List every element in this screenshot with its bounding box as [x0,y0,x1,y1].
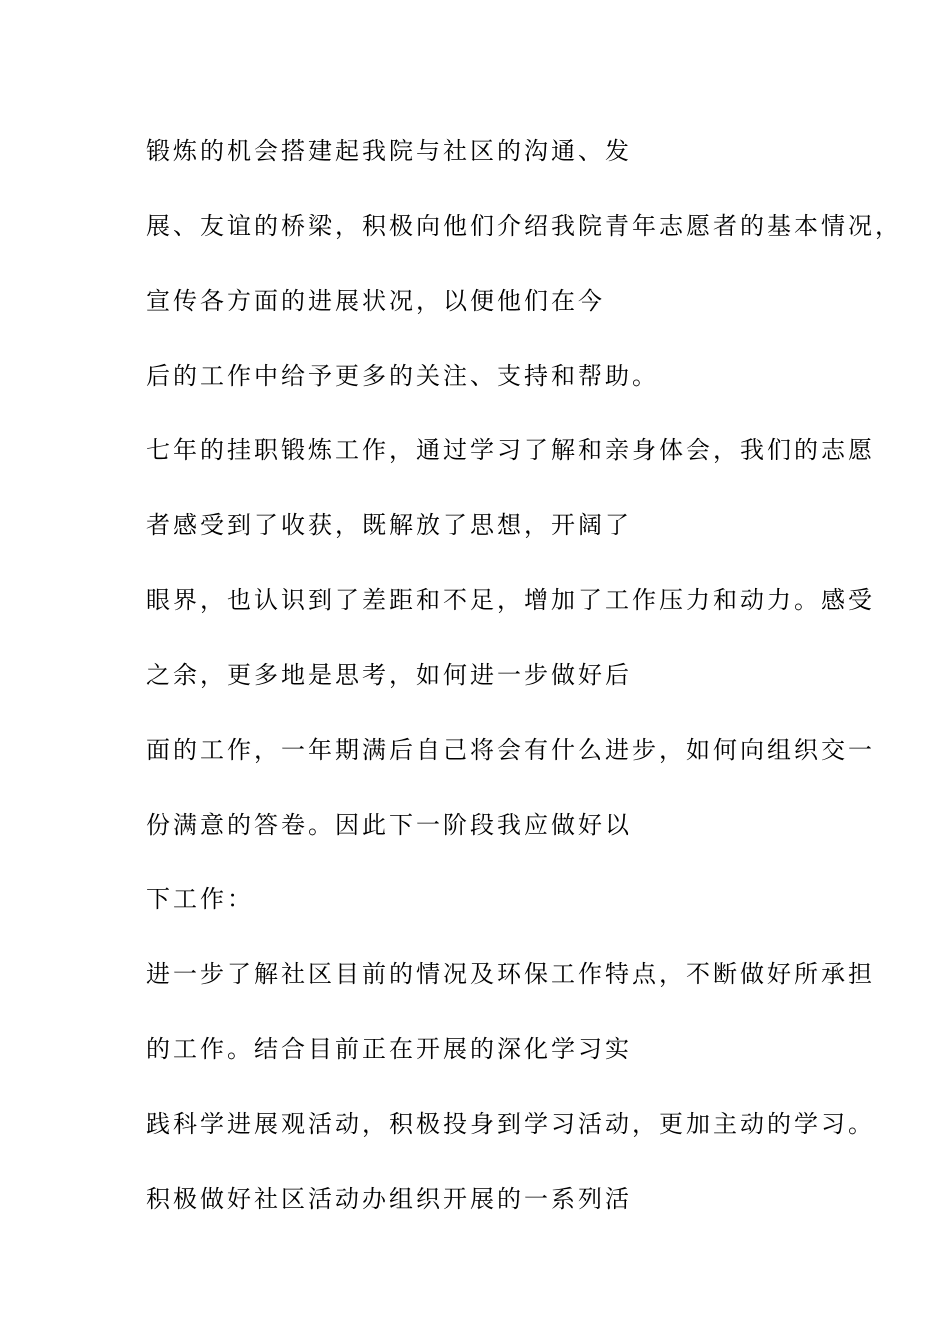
text-line-8: 之余，更多地是思考，如何进一步做好后 [146,661,632,689]
text-line-3: 宣传各方面的进展状况，以便他们在今 [146,287,605,315]
text-line-5: 七年的挂职锻炼工作，通过学习了解和亲身体会，我们的志愿 [146,436,875,464]
text-line-9: 面的工作，一年期满后自己将会有什么进步，如何向组织交一 [146,736,875,764]
text-line-15: 积极做好社区活动办组织开展的一系列活 [146,1185,632,1213]
text-line-2: 展、友谊的桥梁，积极向他们介绍我院青年志愿者的基本情况， [146,212,902,240]
text-line-14: 践科学进展观活动，积极投身到学习活动，更加主动的学习。 [146,1110,875,1138]
text-line-1: 锻炼的机会搭建起我院与社区的沟通、发 [146,137,632,165]
text-line-6: 者感受到了收获，既解放了思想，开阔了 [146,511,632,539]
text-line-12: 进一步了解社区目前的情况及环保工作特点，不断做好所承担 [146,960,875,988]
text-line-4: 后的工作中给予更多的关注、支持和帮助。 [146,362,659,390]
text-line-11: 下工作： [146,885,254,913]
text-line-13: 的工作。结合目前正在开展的深化学习实 [146,1035,632,1063]
text-line-7: 眼界，也认识到了差距和不足，增加了工作压力和动力。感受 [146,586,875,614]
text-line-10: 份满意的答卷。因此下一阶段我应做好以 [146,811,632,839]
